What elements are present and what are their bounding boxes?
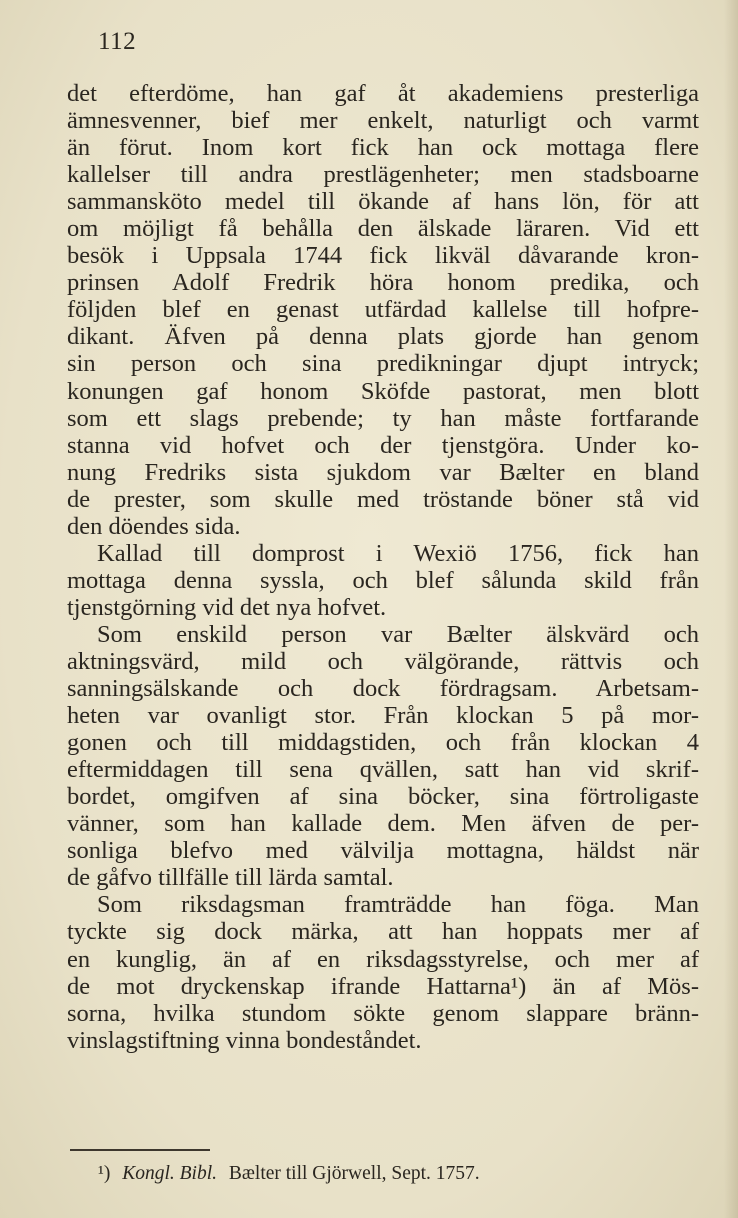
text-line: Som enskild person var Bælter älskvärd och [97,620,699,648]
text-line: tjenstgörning vid det nya hofvet. [67,593,387,621]
text-line: Som riksdagsman framträdde han föga. Man [97,891,699,919]
text-line: sanningsälskande och dock fördragsam. Arbetsam- [67,675,699,703]
text-line: gonen och till middagstiden, och från klockan 4 [67,729,699,757]
text-line: följden blef en genast utfärdad kallelse till hofpre- [67,296,699,324]
text-line: sin person och sina predikningar djupt intryck; [67,350,699,378]
text-line: sorna, hvilka stundom sökte genom slappare bränn- [67,999,699,1027]
text-line: ämnesvenner, bief mer enkelt, naturligt och varmt [67,107,699,135]
text-line: kallelser till andra prestlägenheter; men stadsboarne [67,161,699,189]
text-line: dikant. Äfven på denna plats gjorde han genom [67,323,699,351]
footnote-source: Kongl. Bibl. [122,1163,218,1184]
text-line: som ett slags prebende; ty han måste fortfarande [67,404,699,432]
text-line: vänner, som han kallade dem. Men äfven de per- [67,810,699,838]
text-line: besök i Uppsala 1744 fick likväl dåvarande kron- [67,242,699,270]
footnote [98,1163,480,1185]
text-line: Kallad till domprost i Wexiö 1756, fick han [97,539,699,567]
text-line: sammansköto medel till ökande af hans lön, för att [67,188,699,216]
text-line: den döendes sida. [67,512,241,540]
text-line: mottaga denna syssla, och blef sålunda skild från [67,566,699,594]
footnote-marker: ¹) [98,1163,111,1184]
text-line: prinsen Adolf Fredrik höra honom predika, och [67,269,699,297]
text-line: de gåfvo tillfälle till lärda samtal. [67,864,394,892]
text-line: tyckte sig dock märka, att han hoppats mer af [67,918,699,946]
text-line: de mot dryckenskap ifrande Hattarna¹) än af Mös- [67,972,699,1000]
text-line: heten var ovanligt stor. Från klockan 5 på mor- [67,702,699,730]
text-line: aktningsvärd, mild och välgörande, rättvis och [67,647,699,675]
text-line: vinslagstiftning vinna bondeståndet. [67,1026,422,1054]
body-text [67,80,699,1054]
text-line: stanna vid hofvet och der tjenstgöra. Under ko- [67,431,699,459]
text-line: nung Fredriks sista sjukdom var Bælter en bland [67,458,699,486]
footnote-text: Bælter till Gjörwell, Sept. 1757. [228,1163,480,1184]
page-edge-shadow [724,0,738,1218]
text-line: det efterdöme, han gaf åt akademiens presterliga [67,80,699,107]
text-line: än förut. Inom kort fick han ock mottaga flere [67,134,699,162]
page-number: 112 [98,28,137,55]
text-line: eftermiddagen till sena qvällen, satt han vid skrif- [67,756,699,784]
text-line: konungen gaf honom Sköfde pastorat, men blott [67,377,699,405]
text-line: sonliga blefvo med välvilja mottagna, häldst när [67,837,699,865]
text-line: om möjligt få behålla den älskade läraren. Vid ett [67,215,699,243]
text-line: bordet, omgifven af sina böcker, sina förtroligaste [67,783,699,811]
text-line: de prester, som skulle med tröstande böner stå vid [67,485,699,513]
footnote-separator [70,1149,210,1151]
text-line: en kunglig, än af en riksdagsstyrelse, och mer af [67,945,699,973]
